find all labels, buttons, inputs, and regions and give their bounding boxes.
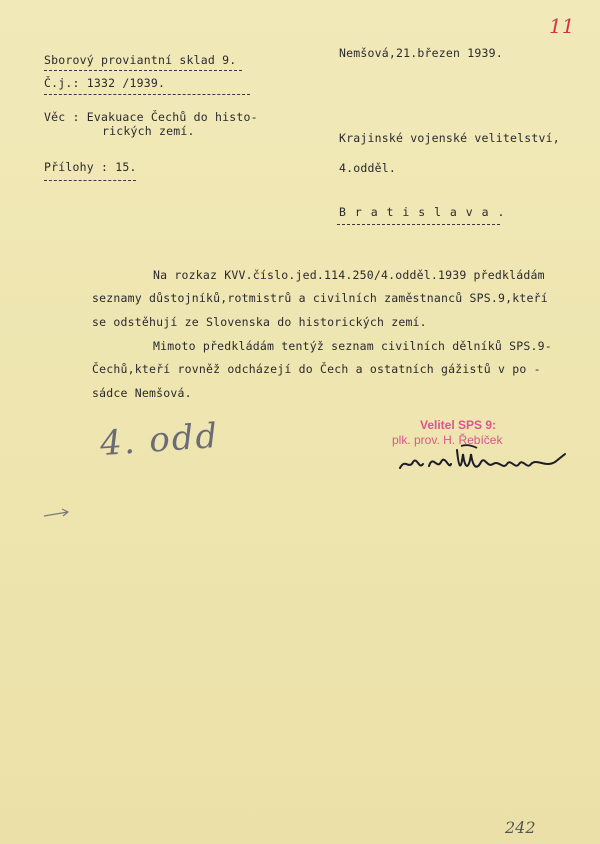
attachments-underline bbox=[44, 180, 136, 181]
attachments-line: Přílohy : 15. bbox=[44, 160, 137, 174]
recipient-line-2: 4.odděl. bbox=[339, 161, 396, 175]
body-p1-line1: Na rozkaz KVV.číslo.jed.114.250/4.odděl.1939 předkládám bbox=[153, 268, 545, 282]
body-p2-line2: Čechů,kteří rovněž odcházejí do Čech a ostatních gážistů v po - bbox=[92, 362, 541, 376]
body-p2-line1: Mimoto předkládám tentýž seznam civilních dělníků SPS.9- bbox=[153, 339, 552, 353]
reference-number: Č.j.: 1332 /1939. bbox=[44, 76, 166, 90]
signature bbox=[395, 440, 570, 480]
reference-underline bbox=[44, 94, 250, 95]
body-p1-line3: se odstěhují ze Slovenska do historických zemí. bbox=[92, 315, 427, 329]
sender-line: Sborový proviantní sklad 9. bbox=[44, 53, 237, 67]
city-underline bbox=[337, 224, 500, 225]
body-p1-line2: seznamy důstojníků,rotmistrů a civilních zaměstnanců SPS.9,kteří bbox=[92, 291, 548, 305]
date-place: Nemšová,21.březen 1939. bbox=[339, 46, 503, 60]
stamp-line-2: plk. prov. H. Řebíček bbox=[392, 433, 503, 447]
sender-underline bbox=[44, 70, 242, 71]
subject-line-2: rických zemí. bbox=[102, 124, 195, 138]
recipient-city: B r a t i s l a v a . bbox=[339, 205, 506, 219]
stamp-line-1: Velitel SPS 9: bbox=[420, 418, 497, 432]
body-p2-line3: sádce Nemšová. bbox=[92, 386, 192, 400]
margin-pencil-mark bbox=[42, 505, 72, 519]
subject-line-1: Věc : Evakuace Čechů do histo- bbox=[44, 110, 258, 124]
folio-number: 11 bbox=[549, 14, 575, 38]
page-number: 242 bbox=[505, 818, 536, 837]
recipient-line-1: Krajinské vojenské velitelství, bbox=[339, 131, 560, 145]
handwritten-note: 4. odd bbox=[98, 415, 221, 465]
